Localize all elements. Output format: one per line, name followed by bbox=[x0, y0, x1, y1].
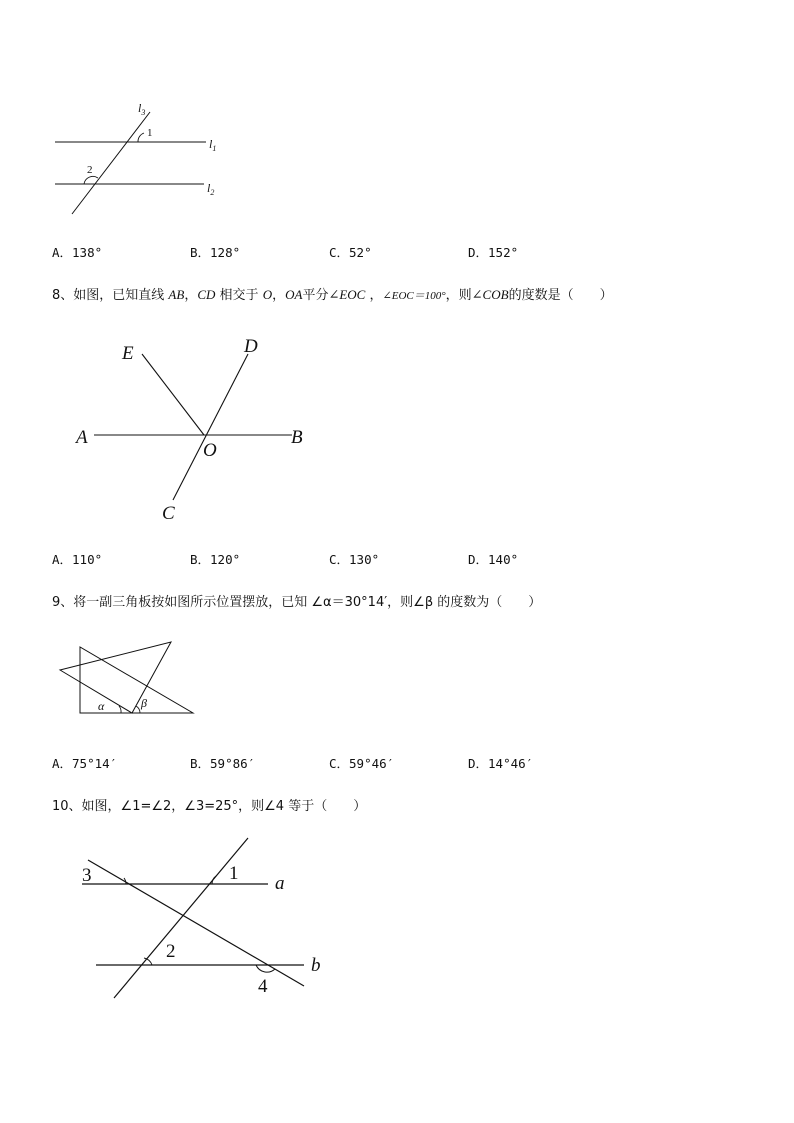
option-q7-b[interactable]: B．128° bbox=[190, 245, 241, 260]
q8-mid1: 相交于 bbox=[219, 288, 259, 303]
q8-mid2: 平分 bbox=[302, 288, 329, 303]
question-8 bbox=[52, 284, 613, 303]
option-q9-b[interactable]: B．59°86′ bbox=[190, 756, 256, 771]
label-beta: β bbox=[141, 696, 147, 710]
option-q7-c[interactable]: C．52° bbox=[329, 245, 372, 260]
q8-angle-eoc: ∠EOC bbox=[328, 287, 366, 302]
figure-q10 bbox=[70, 830, 340, 1010]
line-l3 bbox=[72, 112, 150, 214]
label-angle-4: 4 bbox=[258, 976, 268, 997]
angle-arc-alpha bbox=[119, 706, 121, 713]
label-line-a: a bbox=[275, 873, 285, 894]
option-q9-c[interactable]: C．59°46′ bbox=[329, 756, 395, 771]
q8-point-o: O bbox=[262, 287, 273, 302]
triangle-ruler-1 bbox=[80, 647, 193, 713]
options-q9 bbox=[52, 754, 752, 774]
transversal-1 bbox=[114, 838, 248, 998]
option-q7-d[interactable]: D．152° bbox=[468, 245, 519, 260]
option-q7-a[interactable]: A．138° bbox=[52, 245, 103, 260]
option-q9-d[interactable]: D．14°46′ bbox=[468, 756, 534, 771]
question-9: 9、将一副三角板按如图所示位置摆放，已知 ∠α＝30°14′，则∠β 的度数为（ ） bbox=[52, 595, 542, 610]
label-angle-2: 2 bbox=[87, 164, 93, 176]
q8-mid3: ，则 bbox=[445, 288, 472, 303]
label-angle-3: 3 bbox=[82, 865, 92, 886]
options-q8 bbox=[52, 550, 752, 570]
label-a: A bbox=[76, 427, 88, 448]
label-o: O bbox=[203, 440, 217, 461]
figure-q9 bbox=[55, 636, 200, 718]
figure-q8 bbox=[70, 330, 330, 525]
option-q8-a[interactable]: A．110° bbox=[52, 552, 103, 567]
option-q9-a[interactable]: A．75°14′ bbox=[52, 756, 118, 771]
angle-arc-4 bbox=[256, 965, 275, 972]
line-cd bbox=[173, 354, 248, 500]
label-d: D bbox=[244, 336, 258, 357]
ray-oe bbox=[142, 354, 204, 435]
q8-line-ab: AB bbox=[168, 287, 185, 302]
label-angle-1: 1 bbox=[147, 127, 153, 139]
q8-angle-cob: ∠COB bbox=[471, 287, 509, 302]
label-l2: $l_2$ bbox=[207, 181, 215, 197]
q8-sep: ， bbox=[184, 288, 198, 303]
option-q8-c[interactable]: C．130° bbox=[329, 552, 380, 567]
triangle-ruler-2 bbox=[60, 642, 171, 713]
q8-angle-value: ∠EOC＝100° bbox=[382, 290, 446, 302]
option-q8-d[interactable]: D．140° bbox=[468, 552, 519, 567]
option-q8-b[interactable]: B．120° bbox=[190, 552, 241, 567]
question-10: 10、如图，∠1=∠2，∠3=25°，则∠4 等于（ ） bbox=[52, 799, 367, 814]
q8-prefix: 8、如图，已知直线 bbox=[52, 288, 165, 303]
label-angle-2: 2 bbox=[166, 941, 176, 962]
q8-sep3: ， bbox=[369, 288, 383, 303]
q8-ray-oa: OA bbox=[285, 287, 303, 302]
label-b: B bbox=[291, 427, 303, 448]
label-c: C bbox=[162, 503, 175, 524]
figure-q7 bbox=[50, 98, 230, 220]
label-e: E bbox=[122, 343, 134, 364]
label-alpha: α bbox=[98, 699, 105, 713]
q8-sep2: ， bbox=[272, 288, 286, 303]
label-line-b: b bbox=[311, 955, 321, 976]
angle-arc-beta bbox=[136, 706, 140, 713]
q8-suffix: 的度数是（ ） bbox=[508, 288, 613, 303]
label-l3: $l_3$ bbox=[138, 101, 146, 117]
angle-arc-1 bbox=[138, 133, 144, 142]
label-l1: $l_1$ bbox=[209, 137, 217, 153]
transversal-2 bbox=[88, 860, 304, 986]
q8-line-cd: CD bbox=[197, 287, 216, 302]
options-q7 bbox=[52, 243, 752, 263]
label-angle-1: 1 bbox=[229, 863, 239, 884]
